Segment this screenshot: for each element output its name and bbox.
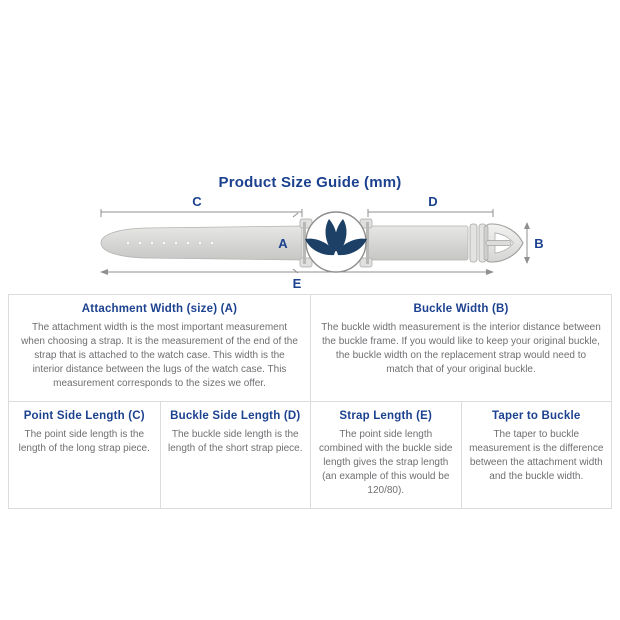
cell-body-strap-length: The point side length combined with the buckle side length gives the strap length (an example of this would be 120/80). bbox=[319, 429, 453, 496]
cell-body-point-side-length: The point side length is the length of the long strap piece. bbox=[18, 429, 150, 454]
size-guide-table bbox=[8, 294, 612, 509]
cell-body-taper-to-buckle: The taper to buckle measurement is the difference between the attachment width and the buckle width. bbox=[469, 429, 604, 482]
cell-taper-to-buckle bbox=[461, 402, 612, 508]
page-title: Product Size Guide (mm) bbox=[218, 174, 402, 191]
label-a: A bbox=[278, 236, 288, 251]
dimension-line-e bbox=[100, 269, 494, 275]
cell-point-side-length bbox=[9, 402, 160, 508]
cell-buckle-side-length bbox=[160, 402, 311, 508]
label-b: B bbox=[534, 236, 544, 251]
keeper-loops bbox=[470, 224, 486, 262]
strap-buckle-side bbox=[368, 224, 486, 262]
table-row bbox=[9, 295, 611, 401]
cell-body-attachment-width: The attachment width is the most important measurement when choosing a strap. It is the measurement of the end of the strap that is attached to the watch case. This width is the interior distance between the lugs of the watch case. This measurement corresponds to the sizes we offer. bbox=[21, 322, 298, 389]
buckle bbox=[484, 224, 523, 262]
strap-point-side bbox=[101, 226, 302, 260]
buckle-prong bbox=[486, 241, 511, 246]
cell-buckle-width bbox=[310, 295, 611, 401]
table-row bbox=[9, 401, 611, 508]
cell-header-strap-length: Strap Length (E) bbox=[339, 410, 433, 422]
dimension-arrow-b bbox=[524, 222, 530, 264]
label-d: D bbox=[428, 194, 438, 209]
cell-strap-length bbox=[310, 402, 461, 508]
dimension-line-c bbox=[101, 209, 302, 217]
label-c: C bbox=[192, 194, 202, 209]
cell-header-buckle-side-length: Buckle Side Length (D) bbox=[170, 410, 301, 422]
watch-strap-diagram bbox=[0, 192, 620, 292]
cell-header-point-side-length: Point Side Length (C) bbox=[23, 410, 145, 422]
cell-attachment-width bbox=[9, 295, 310, 401]
cell-header-attachment-width: Attachment Width (size) (A) bbox=[81, 303, 238, 315]
cell-header-taper-to-buckle: Taper to Buckle bbox=[492, 410, 581, 422]
dimension-line-d bbox=[368, 209, 493, 217]
cell-body-buckle-side-length: The buckle side length is the length of the short strap piece. bbox=[167, 429, 303, 454]
watch-face bbox=[305, 212, 367, 272]
label-e: E bbox=[292, 276, 302, 291]
cell-body-buckle-width: The buckle width measurement is the interior distance between the buckle frame. If you would like to keep your original buckle, the buckle width on the replacement strap would need to match that of your original buckle. bbox=[321, 322, 601, 375]
cell-header-buckle-width: Buckle Width (B) bbox=[413, 303, 509, 315]
